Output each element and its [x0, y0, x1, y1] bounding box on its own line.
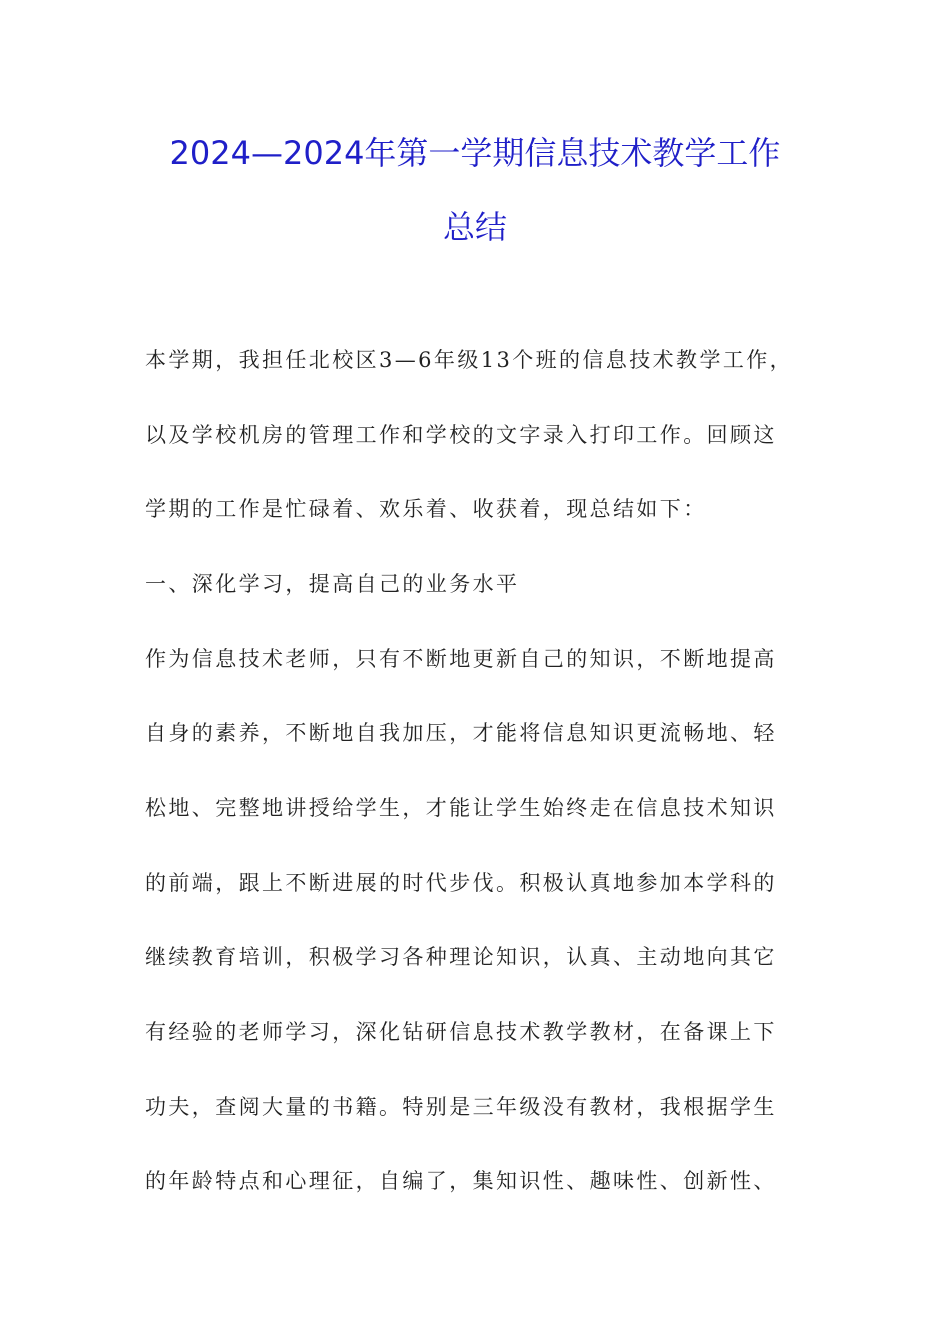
document-title-line-2: 总结	[442, 208, 507, 246]
body-line-9: 继续教育培训，积极学习各种理论知识，认真、主动地向其它	[145, 945, 777, 969]
body-line-10: 有经验的老师学习，深化钻研信息技术教学教材，在备课上下	[145, 1020, 777, 1044]
body-line-12: 的年龄特点和心理征，自编了，集知识性、趣味性、创新性、	[145, 1169, 777, 1193]
body-line-5: 作为信息技术老师，只有不断地更新自己的知识，不断地提高	[145, 647, 777, 671]
body-line-6: 自身的素养，不断地自我加压，才能将信息知识更流畅地、轻	[145, 721, 777, 745]
document-title-line-1: 2024—2024年第一学期信息技术教学工作	[169, 134, 781, 172]
body-line-1: 本学期，我担任北校区3—6年级13个班的信息技术教学工作，	[145, 348, 794, 372]
section-heading-1: 一、深化学习，提高自己的业务水平	[145, 572, 520, 596]
body-line-2: 以及学校机房的管理工作和学校的文字录入打印工作。回顾这	[145, 423, 777, 447]
body-line-3: 学期的工作是忙碌着、欢乐着、收获着，现总结如下：	[145, 497, 707, 521]
body-line-8: 的前端，跟上不断进展的时代步伐。积极认真地参加本学科的	[145, 871, 777, 895]
body-line-11: 功夫，查阅大量的书籍。特别是三年级没有教材，我根据学生	[145, 1095, 777, 1119]
body-line-7: 松地、完整地讲授给学生，才能让学生始终走在信息技术知识	[145, 796, 777, 820]
